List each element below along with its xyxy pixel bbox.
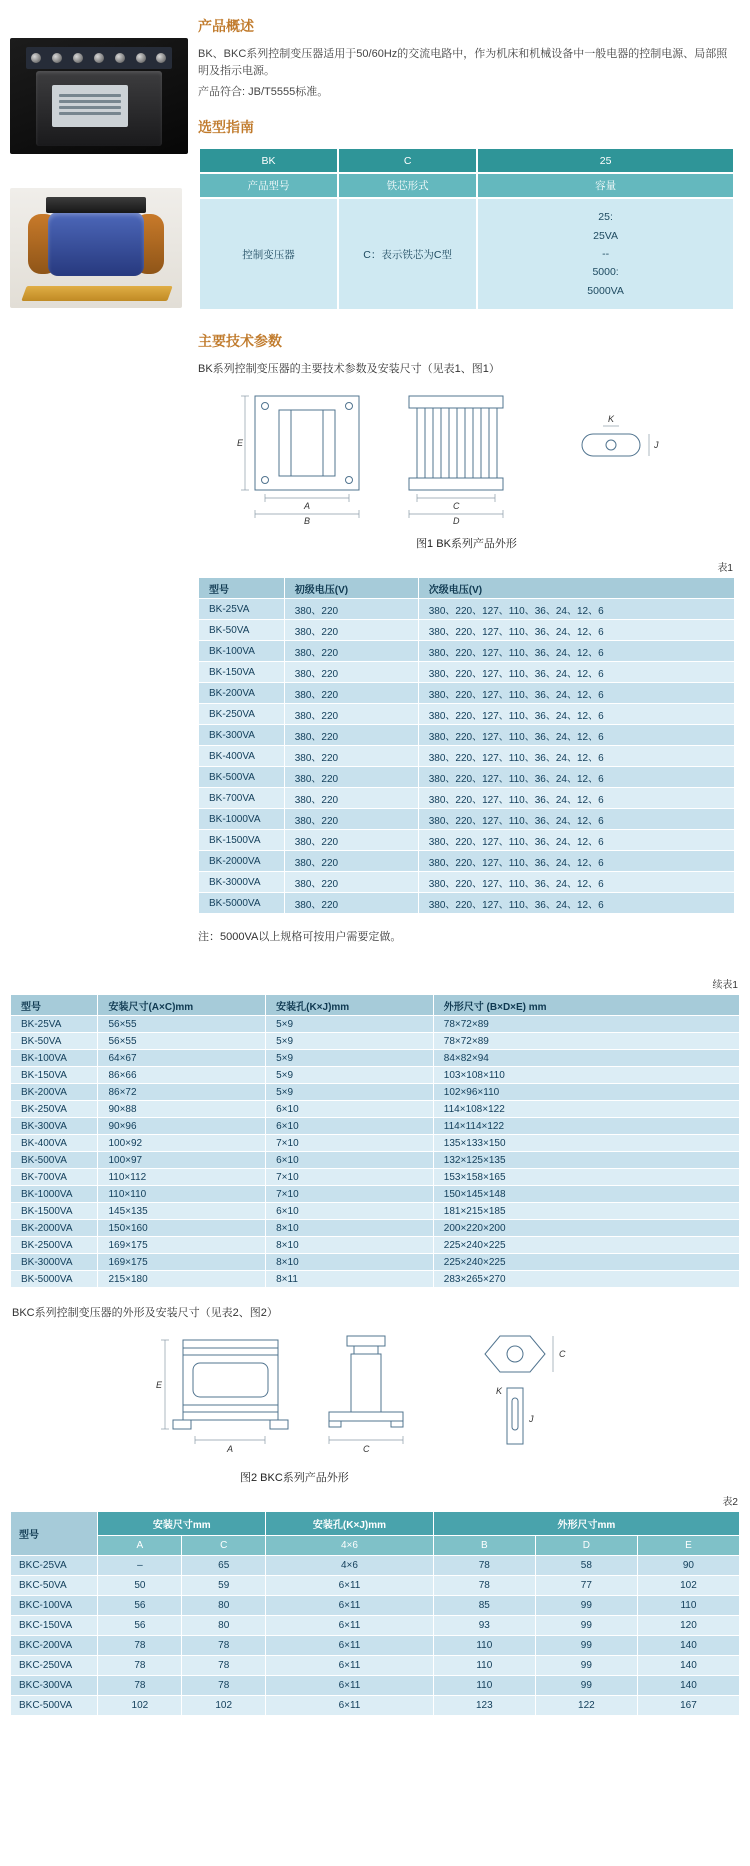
table-cell: 120 <box>637 1616 739 1636</box>
table-row <box>199 746 735 767</box>
table-cell: 6×10 <box>266 1101 434 1118</box>
terminal-screw-icon <box>94 53 104 63</box>
table-cell: BKC-50VA <box>11 1576 98 1596</box>
table-cell: 380、220 <box>284 830 418 851</box>
dim-label-a: A <box>303 501 310 512</box>
bk-series-note: BK系列控制变压器的主要技术参数及安装尺寸（见表1、图1） <box>198 363 500 376</box>
subheader-cell: 容量 <box>477 173 734 198</box>
table-cell: 132×125×135 <box>433 1152 739 1169</box>
dim-label-c2: C <box>559 1349 566 1360</box>
table-row <box>199 704 735 725</box>
table-row <box>11 1169 740 1186</box>
table-cell: 80 <box>182 1616 266 1636</box>
table-cell: 145×135 <box>98 1203 266 1220</box>
table-cell: BK-50VA <box>11 1033 98 1050</box>
table-cell: 7×10 <box>266 1186 434 1203</box>
terminal-screw-icon <box>73 53 83 63</box>
group-header-outline: 外形尺寸mm <box>433 1512 739 1536</box>
table-cell: 380、220 <box>284 767 418 788</box>
table-cell: 50 <box>98 1576 182 1596</box>
header-cell: 25 <box>477 148 734 173</box>
column-header: 安装孔(K×J)mm <box>266 995 434 1016</box>
table-cell: 200×220×200 <box>433 1220 739 1237</box>
lower-section <box>0 976 750 1716</box>
table-cell: 181×215×185 <box>433 1203 739 1220</box>
table-cell: 99 <box>535 1636 637 1656</box>
table-cell: 380、220、127、110、36、24、12、6 <box>418 767 734 788</box>
table-cell: 380、220 <box>284 809 418 830</box>
table-row <box>199 830 735 851</box>
table-cell: 78 <box>182 1676 266 1696</box>
table-cell: 80 <box>182 1596 266 1616</box>
table-row <box>11 1016 740 1033</box>
table-cell: BK-2000VA <box>11 1220 98 1237</box>
table-cell: 380、220、127、110、36、24、12、6 <box>418 893 734 914</box>
table-cell: BK-5000VA <box>199 893 285 914</box>
dim-label-b: B <box>303 516 310 527</box>
table-row <box>11 1237 740 1254</box>
table-cell: 215×180 <box>98 1271 266 1288</box>
table-cell: 85 <box>433 1596 535 1616</box>
table-row <box>11 1050 740 1067</box>
transformer-base <box>21 286 172 301</box>
table-cell: 84×82×94 <box>433 1050 739 1067</box>
dim-label-e: E <box>236 438 243 449</box>
table-header-row <box>199 578 735 599</box>
table-row <box>11 1135 740 1152</box>
bkc-transformer-photo <box>10 188 182 308</box>
table-cell: 110 <box>433 1676 535 1696</box>
table-row <box>11 1220 740 1237</box>
table-cell: 90×96 <box>98 1118 266 1135</box>
selection-subheader-row <box>199 173 734 198</box>
table-cell: 102 <box>98 1696 182 1716</box>
table-cell: 283×265×270 <box>433 1271 739 1288</box>
table-cell: 169×175 <box>98 1254 266 1271</box>
figure-1-caption: 图1 BK系列产品外形 <box>416 538 517 551</box>
table-2-bkc-dimensions <box>10 1511 740 1716</box>
table-cell: BK-100VA <box>11 1050 98 1067</box>
table-cell: BK-500VA <box>11 1152 98 1169</box>
table-cell: BK-2000VA <box>199 851 285 872</box>
table-row <box>199 788 735 809</box>
table-subheader-row <box>11 1536 740 1556</box>
table-cell: 78 <box>98 1676 182 1696</box>
overview-standard: 产品符合: JB/T5555标准。 <box>198 86 329 99</box>
table-cell: BK-400VA <box>11 1135 98 1152</box>
nameplate <box>52 85 128 127</box>
capacity-line: 25: <box>598 211 613 224</box>
table-cell: 78 <box>433 1556 535 1576</box>
table-row <box>11 1254 740 1271</box>
table-cell: BKC-25VA <box>11 1556 98 1576</box>
table-cell: BK-700VA <box>199 788 285 809</box>
model-type-cell: 控制变压器 <box>199 198 338 310</box>
header-cell: C <box>338 148 477 173</box>
table-cell: 6×11 <box>266 1596 434 1616</box>
table-row <box>199 809 735 830</box>
terminal-screw-icon <box>115 53 125 63</box>
table-cell: 6×10 <box>266 1118 434 1135</box>
table-row <box>199 599 735 620</box>
core-type-cell: C：表示铁芯为C型 <box>338 198 477 310</box>
column-header: 次级电压(V) <box>418 578 734 599</box>
table-cell: 59 <box>182 1576 266 1596</box>
table-row <box>11 1186 740 1203</box>
table-cell: BK-3000VA <box>199 872 285 893</box>
table-cell: 110 <box>433 1636 535 1656</box>
table-cell: 110×110 <box>98 1186 266 1203</box>
table-cell: 8×11 <box>266 1271 434 1288</box>
product-photos <box>0 12 198 970</box>
table-1-tag: 表1 <box>717 563 733 575</box>
table-cell: 123 <box>433 1696 535 1716</box>
table-cell: 102 <box>182 1696 266 1716</box>
table-cell: 150×160 <box>98 1220 266 1237</box>
table-row <box>11 1203 740 1220</box>
table-cell: 86×72 <box>98 1084 266 1101</box>
table-cell: 6×10 <box>266 1203 434 1220</box>
table-cell: BK-700VA <box>11 1169 98 1186</box>
top-section <box>0 12 750 970</box>
table-cell: 7×10 <box>266 1169 434 1186</box>
table-cell: 380、220、127、110、36、24、12、6 <box>418 662 734 683</box>
table-cell: 5×9 <box>266 1067 434 1084</box>
table-row <box>199 662 735 683</box>
table-cell: 93 <box>433 1616 535 1636</box>
table-cell: 380、220、127、110、36、24、12、6 <box>418 830 734 851</box>
table-cell: 380、220 <box>284 620 418 641</box>
table-cell: 6×11 <box>266 1676 434 1696</box>
column-header: 型号 <box>199 578 285 599</box>
dim-label-a: A <box>227 1444 234 1455</box>
table-cell: 5×9 <box>266 1050 434 1067</box>
table-cell: BK-2500VA <box>11 1237 98 1254</box>
dim-label-c: C <box>452 501 459 512</box>
table-row <box>11 1101 740 1118</box>
table-cell: 6×11 <box>266 1576 434 1596</box>
heading-tech-parameters: 主要技术参数 <box>198 333 282 350</box>
subcolumn-header: E <box>637 1536 739 1556</box>
table-cell: 78 <box>98 1656 182 1676</box>
dim-label-e: E <box>156 1380 163 1391</box>
table-cell: 380、220、127、110、36、24、12、6 <box>418 599 734 620</box>
subcolumn-header: D <box>535 1536 637 1556</box>
table-cell: 99 <box>535 1616 637 1636</box>
table-cell: BKC-100VA <box>11 1596 98 1616</box>
table-cell: 6×11 <box>266 1636 434 1656</box>
terminal-block <box>26 47 172 69</box>
table-cell: 78×72×89 <box>433 1033 739 1050</box>
table-cell: 4×6 <box>266 1556 434 1576</box>
table-cell: 5×9 <box>266 1033 434 1050</box>
table-cell: 380、220 <box>284 788 418 809</box>
figure-2 <box>10 1330 740 1465</box>
table-cell: 114×108×122 <box>433 1101 739 1118</box>
column-header: 初级电压(V) <box>284 578 418 599</box>
table-row <box>11 1656 740 1676</box>
terminal-screw-icon <box>31 53 41 63</box>
table-cell: 86×66 <box>98 1067 266 1084</box>
table-cell: BKC-500VA <box>11 1696 98 1716</box>
table-cell: BK-1500VA <box>199 830 285 851</box>
table-cell: 56 <box>98 1616 182 1636</box>
table-cell: BK-150VA <box>199 662 285 683</box>
terminal-screw-icon <box>52 53 62 63</box>
table-cell: 135×133×150 <box>433 1135 739 1152</box>
bk-transformer-photo <box>10 38 188 154</box>
table-cell: 58 <box>535 1556 637 1576</box>
group-header-install: 安装尺寸mm <box>98 1512 266 1536</box>
table-cell: BK-100VA <box>199 641 285 662</box>
group-header-hole: 安装孔(K×J)mm <box>266 1512 434 1536</box>
selection-guide-table <box>198 147 735 311</box>
table-cell: 8×10 <box>266 1254 434 1271</box>
table-cell: 90 <box>637 1556 739 1576</box>
overview-paragraph: BK、BKC系列控制变压器适用于50/60Hz的交流电路中，作为机床和机械设备中一般电器的控制电源、局部照明及指示电源。 <box>198 48 728 78</box>
table-cell: 153×158×165 <box>433 1169 739 1186</box>
table-cell: BK-1500VA <box>11 1203 98 1220</box>
table-cell: BK-500VA <box>199 767 285 788</box>
subcolumn-header: B <box>433 1536 535 1556</box>
table-cell: 100×97 <box>98 1152 266 1169</box>
capacity-line: 5000: <box>592 266 619 279</box>
table-cell: 6×10 <box>266 1152 434 1169</box>
table-cell: BKC-150VA <box>11 1616 98 1636</box>
table-2-tag: 表2 <box>722 1497 738 1509</box>
table-row <box>11 1636 740 1656</box>
header-cell: BK <box>199 148 338 173</box>
main-content <box>198 12 750 970</box>
table-row <box>11 1118 740 1135</box>
column-header: 安装尺寸(A×C)mm <box>98 995 266 1016</box>
table-cell: BK-200VA <box>199 683 285 704</box>
table-cell: 99 <box>535 1676 637 1696</box>
table-cell: 380、220 <box>284 683 418 704</box>
table-cell: 65 <box>182 1556 266 1576</box>
table-1-voltages <box>198 577 735 914</box>
table-cell: 99 <box>535 1596 637 1616</box>
table-row <box>11 1596 740 1616</box>
table-cell: – <box>98 1556 182 1576</box>
subcolumn-header: C <box>182 1536 266 1556</box>
table-cell: 56 <box>98 1596 182 1616</box>
table-cell: 100×92 <box>98 1135 266 1152</box>
table-cell: 380、220 <box>284 641 418 662</box>
table-cell: 110×112 <box>98 1169 266 1186</box>
table-cell: 380、220、127、110、36、24、12、6 <box>418 725 734 746</box>
dim-label-c: C <box>363 1444 370 1455</box>
table-cell: 56×55 <box>98 1033 266 1050</box>
table-cell: 122 <box>535 1696 637 1716</box>
table-row <box>199 641 735 662</box>
table-cell: 140 <box>637 1636 739 1656</box>
heading-selection-guide: 选型指南 <box>198 119 254 136</box>
table-cell: 167 <box>637 1696 739 1716</box>
table-cell: BK-3000VA <box>11 1254 98 1271</box>
table-cell: 102×96×110 <box>433 1084 739 1101</box>
table-row <box>11 1084 740 1101</box>
table-cell: BK-400VA <box>199 746 285 767</box>
table-cell: 380、220、127、110、36、24、12、6 <box>418 641 734 662</box>
table-cell: BK-300VA <box>199 725 285 746</box>
dim-label-k: K <box>496 1386 503 1397</box>
dim-label-k: K <box>607 414 614 425</box>
table-cell: 6×11 <box>266 1696 434 1716</box>
table-cell: 78 <box>433 1576 535 1596</box>
table-cell: 380、220 <box>284 872 418 893</box>
transformer-body <box>36 71 162 146</box>
table-cell: 380、220 <box>284 851 418 872</box>
table-cell: 99 <box>535 1656 637 1676</box>
table-cell: 78×72×89 <box>433 1016 739 1033</box>
table-cell: BK-250VA <box>199 704 285 725</box>
table-header-row <box>11 995 740 1016</box>
table-cell: 103×108×110 <box>433 1067 739 1084</box>
table-cell: 380、220、127、110、36、24、12、6 <box>418 704 734 725</box>
subheader-cell: 产品型号 <box>199 173 338 198</box>
table-cell: 110 <box>433 1656 535 1676</box>
coil-body <box>48 212 144 276</box>
core-top-bar <box>46 197 146 213</box>
column-header-model: 型号 <box>11 1512 98 1556</box>
table-cell: 380、220、127、110、36、24、12、6 <box>418 746 734 767</box>
capacity-line: 25VA <box>593 229 619 242</box>
table-cell: 380、220、127、110、36、24、12、6 <box>418 788 734 809</box>
figure-1 <box>198 388 735 531</box>
table-cell: BKC-300VA <box>11 1676 98 1696</box>
table-cell: 8×10 <box>266 1237 434 1254</box>
table-cell: BK-5000VA <box>11 1271 98 1288</box>
table-cell: 56×55 <box>98 1016 266 1033</box>
table-cell: BK-200VA <box>11 1084 98 1101</box>
table-row <box>11 1576 740 1596</box>
table-cell: BKC-200VA <box>11 1636 98 1656</box>
table-cell: 110 <box>637 1596 739 1616</box>
table-row <box>11 1696 740 1716</box>
subheader-cell: 铁芯形式 <box>338 173 477 198</box>
table-row <box>199 683 735 704</box>
table-cell: 380、220 <box>284 704 418 725</box>
table-cell: BK-150VA <box>11 1067 98 1084</box>
dim-label-j: J <box>529 1414 534 1425</box>
table-cell: 169×175 <box>98 1237 266 1254</box>
table-row <box>199 893 735 914</box>
table-cell: 6×11 <box>266 1616 434 1636</box>
table-1-note: 注：5000VA以上规格可按用户需要定做。 <box>198 931 402 944</box>
table-cell: 380、220、127、110、36、24、12、6 <box>418 620 734 641</box>
table-group-header-row <box>11 1512 740 1536</box>
table-cell: 380、220、127、110、36、24、12、6 <box>418 872 734 893</box>
table-cell: 102 <box>637 1576 739 1596</box>
table-cell: 380、220 <box>284 599 418 620</box>
table-cell: 77 <box>535 1576 637 1596</box>
figure-2-caption: 图2 BKC系列产品外形 <box>240 1472 349 1485</box>
table-cell: BK-25VA <box>11 1016 98 1033</box>
table-row <box>11 1033 740 1050</box>
capacity-cell <box>477 198 734 310</box>
table-cell: 380、220 <box>284 662 418 683</box>
table-cell: 7×10 <box>266 1135 434 1152</box>
table-1b-tag: 续表1 <box>712 980 738 992</box>
subcolumn-header: 4×6 <box>266 1536 434 1556</box>
table-row <box>199 851 735 872</box>
table-cell: 380、220 <box>284 893 418 914</box>
bkc-series-note: BKC系列控制变压器的外形及安装尺寸（见表2、图2） <box>12 1307 278 1320</box>
table-row <box>11 1556 740 1576</box>
table-cell: BK-1000VA <box>199 809 285 830</box>
heading-product-overview: 产品概述 <box>198 18 254 34</box>
capacity-line: -- <box>602 247 610 260</box>
column-header: 型号 <box>11 995 98 1016</box>
table-cell: 380、220 <box>284 725 418 746</box>
table-cell: 380、220 <box>284 746 418 767</box>
table-cell: BK-1000VA <box>11 1186 98 1203</box>
selection-body-row <box>199 198 734 310</box>
table-row <box>199 767 735 788</box>
bk-outline-drawing <box>237 388 697 526</box>
table-row <box>199 725 735 746</box>
table-cell: BK-300VA <box>11 1118 98 1135</box>
table-cell: 225×240×225 <box>433 1254 739 1271</box>
table-cell: BK-250VA <box>11 1101 98 1118</box>
selection-header-row <box>199 148 734 173</box>
table-cell: 90×88 <box>98 1101 266 1118</box>
table-cell: 380、220、127、110、36、24、12、6 <box>418 809 734 830</box>
table-cell: BK-25VA <box>199 599 285 620</box>
table-cell: 78 <box>98 1636 182 1656</box>
table-row <box>11 1067 740 1084</box>
table-cell: 380、220、127、110、36、24、12、6 <box>418 851 734 872</box>
table-cell: 150×145×148 <box>433 1186 739 1203</box>
bkc-outline-drawing <box>155 1330 595 1460</box>
table-1-continued-dimensions <box>10 994 740 1288</box>
capacity-line: 5000VA <box>587 284 624 297</box>
terminal-screw-icon <box>156 53 166 63</box>
table-cell: BK-50VA <box>199 620 285 641</box>
column-header: 外形尺寸 (B×D×E) mm <box>433 995 739 1016</box>
table-cell: 380、220、127、110、36、24、12、6 <box>418 683 734 704</box>
table-cell: 5×9 <box>266 1084 434 1101</box>
table-cell: 5×9 <box>266 1016 434 1033</box>
table-cell: 225×240×225 <box>433 1237 739 1254</box>
table-cell: 140 <box>637 1676 739 1696</box>
table-cell: 64×67 <box>98 1050 266 1067</box>
table-cell: 8×10 <box>266 1220 434 1237</box>
table-row <box>11 1152 740 1169</box>
table-row <box>11 1676 740 1696</box>
table-cell: 114×114×122 <box>433 1118 739 1135</box>
table-row <box>11 1616 740 1636</box>
terminal-screw-icon <box>136 53 146 63</box>
dim-label-j: J <box>653 440 658 451</box>
table-cell: 78 <box>182 1636 266 1656</box>
table-cell: 78 <box>182 1656 266 1676</box>
table-cell: 6×11 <box>266 1656 434 1676</box>
subcolumn-header: A <box>98 1536 182 1556</box>
table-cell: 140 <box>637 1656 739 1676</box>
table-row <box>11 1271 740 1288</box>
table-row <box>199 620 735 641</box>
table-row <box>199 872 735 893</box>
table-cell: BKC-250VA <box>11 1656 98 1676</box>
dim-label-d: D <box>452 516 459 527</box>
